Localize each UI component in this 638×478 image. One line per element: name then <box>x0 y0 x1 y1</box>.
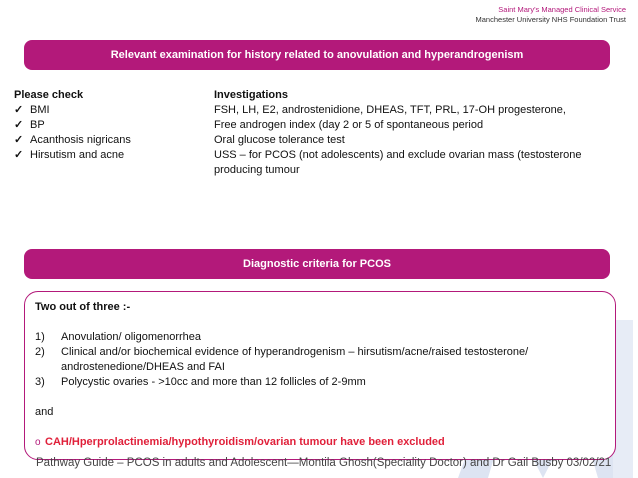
investigation-line: Oral glucose tolerance test <box>214 134 345 146</box>
diagnostic-criteria-banner: Diagnostic criteria for PCOS <box>24 249 610 279</box>
investigation-line: Free androgen index (day 2 or 5 of spontaneous period <box>214 119 484 131</box>
exclusion-text: CAH/Hperprolactinemia/hypothyroidism/ovarian tumour have been excluded <box>45 436 445 448</box>
check-item-label: BMI <box>30 104 50 116</box>
criteria-title: Two out of three :- <box>35 301 131 313</box>
investigation-line: producing tumour <box>214 164 300 176</box>
criteria-text: Clinical and/or biochemical evidence of hyperandrogenism – hirsutism/acne/raised testosterone/ <box>61 346 529 358</box>
check-icon: ✓ <box>14 149 24 161</box>
check-item-label: BP <box>30 119 45 131</box>
criteria-text: androstenedione/DHEAS and FAI <box>61 361 225 373</box>
criteria-text: Anovulation/ oligomenorrhea <box>61 331 202 343</box>
criteria-number: 1) <box>35 331 45 343</box>
please-check-title: Please check <box>14 89 84 101</box>
investigation-line: FSH, LH, E2, androstenidione, DHEAS, TFT, PRL, 17-OH progesterone, <box>214 104 566 116</box>
org-name-line2: Manchester University NHS Foundation Trust <box>475 15 626 24</box>
and-label: and <box>35 406 54 418</box>
circle-bullet-icon: o <box>35 437 41 448</box>
check-icon: ✓ <box>14 119 24 131</box>
criteria-item <box>35 330 605 345</box>
investigations-column <box>214 88 614 178</box>
organisation-header <box>476 5 626 25</box>
org-name-line1: Saint Mary's Managed Clinical Service <box>498 5 626 14</box>
criteria-text: Polycystic ovaries - >10cc and more than 12 follicles of 2-9mm <box>61 376 366 388</box>
investigations-title: Investigations <box>214 89 288 101</box>
examination-banner: Relevant examination for history related to anovulation and hyperandrogenism <box>24 40 610 70</box>
check-icon: ✓ <box>14 104 24 116</box>
check-item <box>14 103 194 118</box>
investigation-line: USS – for PCOS (not adolescents) and exclude ovarian mass (testosterone <box>214 149 582 161</box>
criteria-number: 2) <box>35 346 45 358</box>
criteria-item <box>35 375 605 390</box>
check-item <box>14 118 194 133</box>
check-item <box>14 148 194 163</box>
criteria-number: 3) <box>35 376 45 388</box>
criteria-content <box>35 300 605 450</box>
please-check-column <box>14 88 194 163</box>
criteria-item <box>35 345 605 375</box>
check-item <box>14 133 194 148</box>
check-item-label: Acanthosis nigricans <box>30 134 131 146</box>
footer-credit: Pathway Guide – PCOS in adults and Adolescent—Montila Ghosh(Speciality Doctor) and Dr Gail Busby 03/02/21 <box>36 457 612 469</box>
check-icon: ✓ <box>14 134 24 146</box>
exclusion-line <box>35 435 605 450</box>
check-item-label: Hirsutism and acne <box>30 149 125 161</box>
criteria-box <box>24 291 616 460</box>
